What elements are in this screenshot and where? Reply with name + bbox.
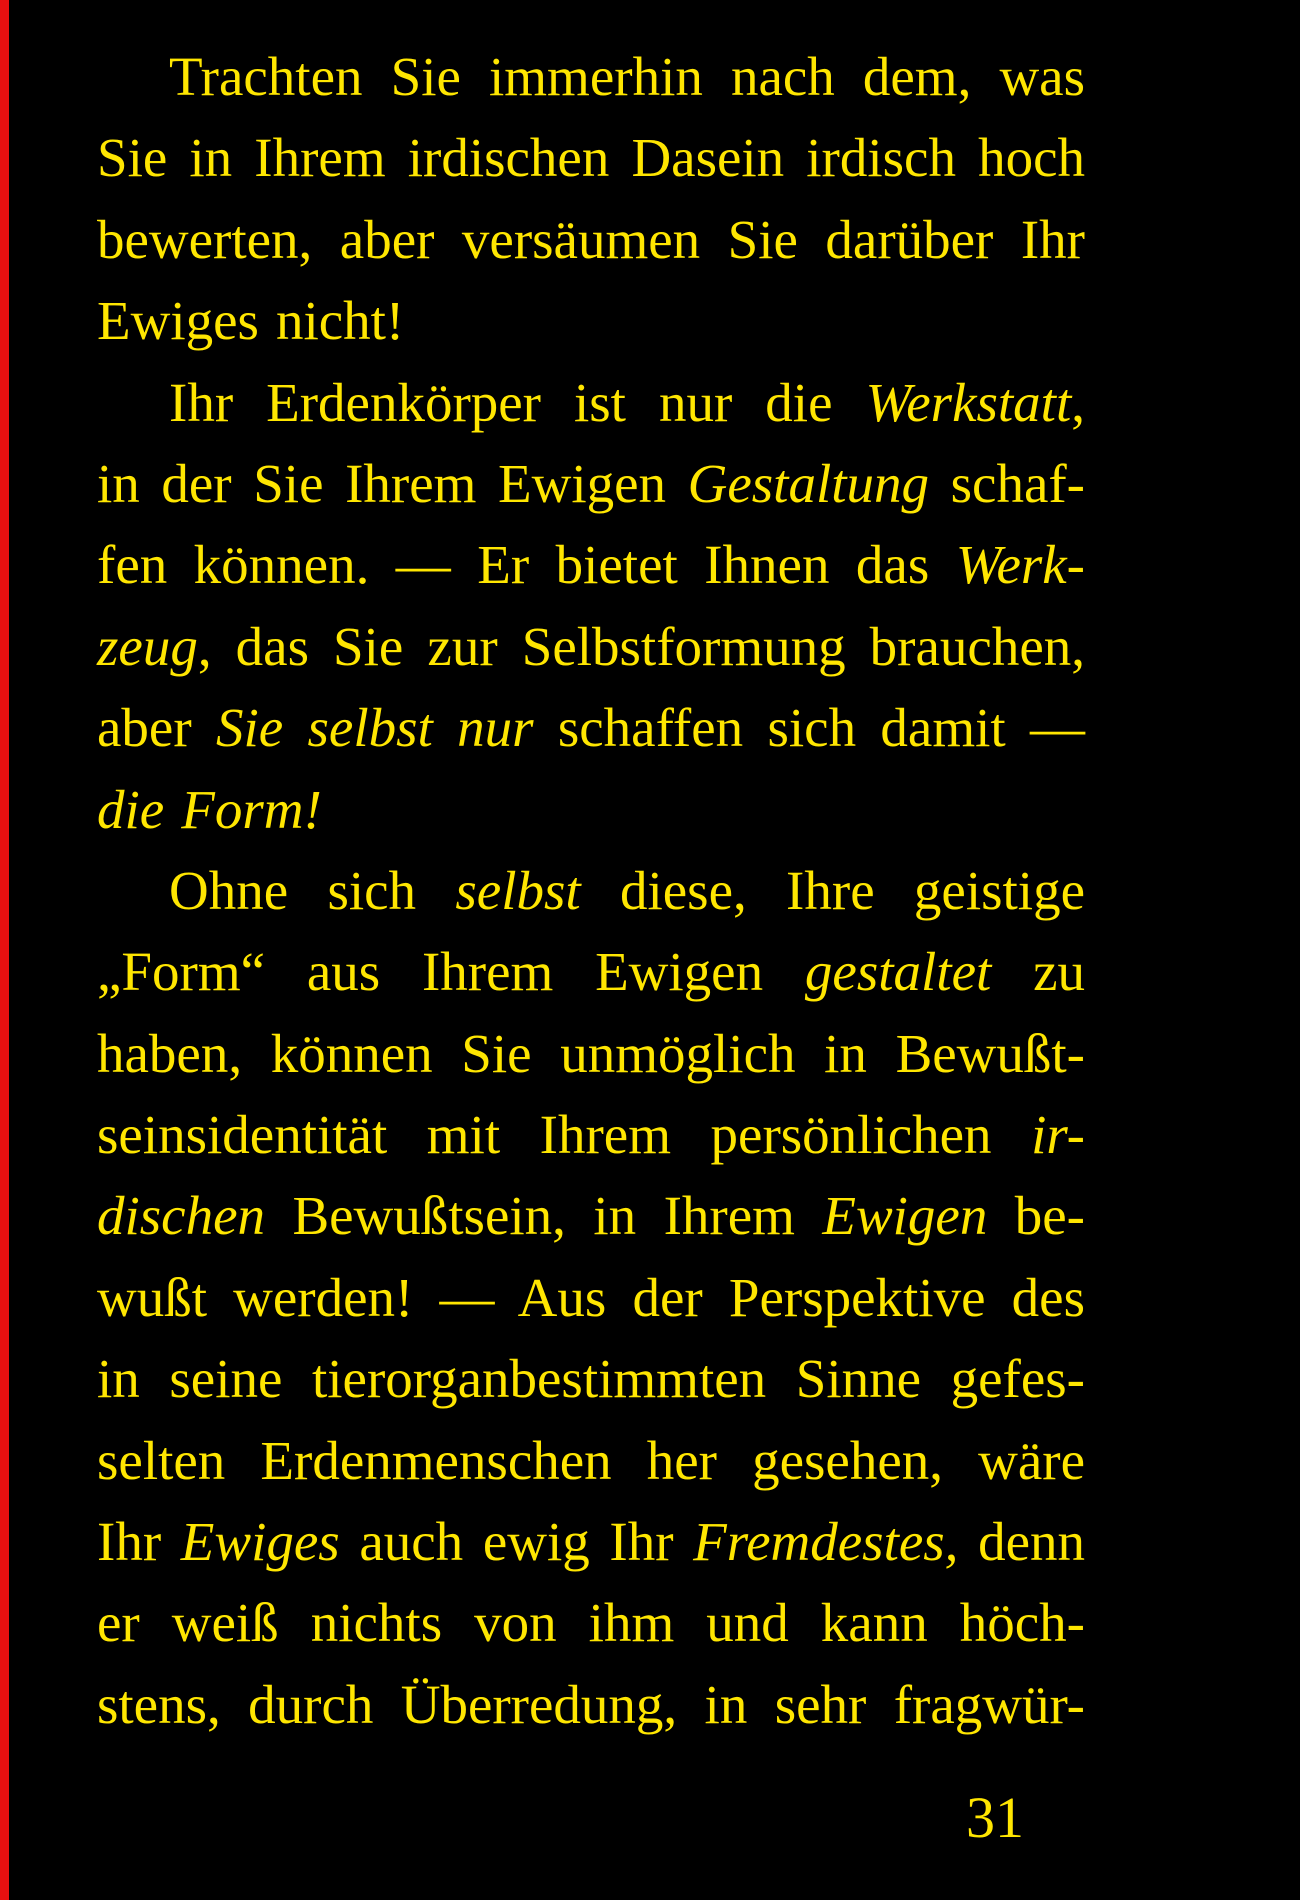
emphasis-text: dischen <box>97 1185 266 1247</box>
body-text: be- <box>987 1185 1085 1247</box>
emphasis-text: gestaltet <box>804 941 992 1003</box>
text-line <box>97 1582 1085 1663</box>
text-line <box>97 850 1085 931</box>
emphasis-text: Gestaltung <box>687 452 930 514</box>
body-text: Bewußtsein, in Ihrem <box>265 1185 823 1247</box>
body-text: stens, durch Überredung, in sehr fragwür- <box>97 1673 1085 1735</box>
body-text: seinsidentität mit Ihrem persönlichen <box>97 1104 1032 1166</box>
body-text: , <box>1071 371 1085 433</box>
body-text: in der Sie Ihrem Ewigen <box>97 452 688 514</box>
text-line <box>97 687 1085 768</box>
page-number: 31 <box>966 1785 1024 1850</box>
emphasis-text: die Form! <box>97 778 322 840</box>
text-line <box>97 117 1085 198</box>
text-line <box>97 1420 1085 1501</box>
body-text: schaf- <box>929 452 1085 514</box>
text-line <box>97 931 1085 1012</box>
text-line <box>97 1338 1085 1419</box>
body-text: wußt werden! — Aus der Perspektive des <box>97 1266 1085 1328</box>
emphasis-text: zeug <box>97 615 198 677</box>
body-text: „Form“ aus Ihrem Ewigen <box>97 941 805 1003</box>
body-text: auch ewig Ihr <box>339 1511 694 1573</box>
emphasis-text: Ewiges <box>180 1511 340 1573</box>
text-line <box>97 199 1085 280</box>
body-text: Ewiges nicht! <box>97 290 405 352</box>
body-text: fen können. — Er bietet Ihnen das <box>97 534 956 596</box>
body-text: Ihr <box>97 1511 181 1573</box>
text-block <box>97 36 1085 1745</box>
body-text: diese, Ihre geistige <box>580 859 1085 921</box>
emphasis-text: Werk- <box>955 534 1085 596</box>
emphasis-text: Werkstatt <box>865 371 1072 433</box>
body-text: aber <box>97 697 216 759</box>
text-line <box>97 1013 1085 1094</box>
emphasis-text: Ewigen <box>822 1185 988 1247</box>
body-text: schaffen sich damit — <box>533 697 1085 759</box>
body-text: zu <box>991 941 1085 1003</box>
text-line <box>97 769 1085 850</box>
text-line <box>97 280 1085 361</box>
body-text: Ihr Erdenkörper ist nur die <box>169 371 866 433</box>
left-red-edge-bar <box>0 0 9 1900</box>
emphasis-text: Fremdestes, <box>693 1511 959 1573</box>
body-text: Trachten Sie immerhin nach dem, was <box>169 46 1085 107</box>
body-text: denn <box>958 1511 1086 1573</box>
text-line <box>97 1094 1085 1175</box>
text-line <box>97 362 1085 443</box>
body-text: bewerten, aber versäumen Sie darüber Ihr <box>97 208 1085 270</box>
text-line <box>97 36 1085 117</box>
body-text: , das Sie zur Selbstformung brauchen, <box>197 615 1085 677</box>
text-line <box>97 1664 1085 1745</box>
body-text: er weiß nichts von ihm und kann höch- <box>97 1592 1085 1654</box>
body-text: Ohne sich <box>169 859 456 921</box>
emphasis-text: Sie selbst nur <box>215 697 534 759</box>
text-line <box>97 606 1085 687</box>
emphasis-text: ir- <box>1031 1104 1085 1166</box>
body-text: Sie in Ihrem irdischen Dasein irdisch hoch <box>97 127 1085 189</box>
text-line <box>97 443 1085 524</box>
body-text: in seine tierorganbestimmten Sinne gefes- <box>97 1348 1085 1410</box>
emphasis-text: selbst <box>455 859 581 921</box>
text-line <box>97 1257 1085 1338</box>
body-text: selten Erdenmenschen her gesehen, wäre <box>97 1429 1085 1491</box>
body-text: haben, können Sie unmöglich in Bewußt- <box>97 1022 1085 1084</box>
text-line <box>97 1501 1085 1582</box>
text-line <box>97 1175 1085 1256</box>
text-line <box>97 524 1085 605</box>
